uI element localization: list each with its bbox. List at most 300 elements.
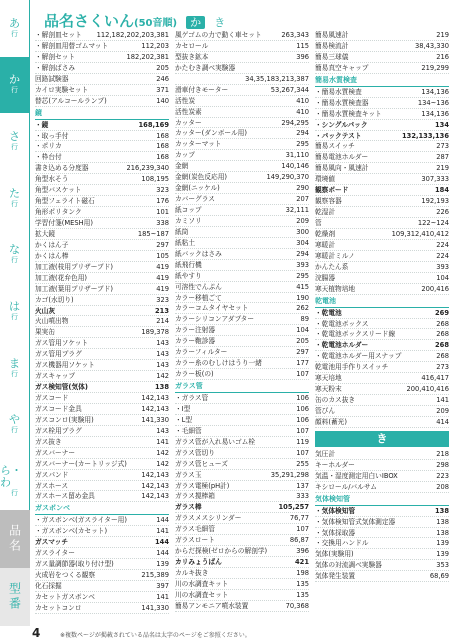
index-entry[interactable] xyxy=(35,74,169,85)
entry-name: ・乾電池ボックスリード線 xyxy=(315,330,396,339)
entry-name: 書き込める分度器 xyxy=(35,164,89,173)
index-entry[interactable] xyxy=(35,273,169,284)
index-entry[interactable] xyxy=(175,481,309,492)
entry-name: 簡易真空キャップ xyxy=(315,63,369,72)
entry-pages: 142,143 xyxy=(141,492,169,501)
index-entry[interactable] xyxy=(35,52,169,63)
entry-pages: 323 xyxy=(156,295,169,304)
entry-pages: 207 xyxy=(296,195,309,204)
entry-pages: 38,43,330 xyxy=(414,41,449,50)
entry-pages: 415 xyxy=(296,282,309,291)
index-entry[interactable] xyxy=(35,207,169,218)
index-entry[interactable] xyxy=(315,240,449,251)
index-entry[interactable] xyxy=(35,426,169,437)
entry-pages: 214 xyxy=(156,317,169,326)
entry-name: カラー移植ごて xyxy=(175,293,222,302)
index-entry[interactable] xyxy=(35,218,169,229)
index-entry[interactable] xyxy=(175,369,309,380)
entry-name: ガラスロート xyxy=(175,536,215,545)
index-entry[interactable] xyxy=(35,448,169,459)
entry-pages: 209 xyxy=(436,407,449,415)
index-entry[interactable] xyxy=(175,63,309,74)
index-entry[interactable] xyxy=(35,393,169,404)
index-entry[interactable] xyxy=(175,336,309,347)
entry-pages: 142,143 xyxy=(141,470,169,479)
index-entry[interactable] xyxy=(35,306,169,317)
index-entry[interactable] xyxy=(35,284,169,295)
index-entry[interactable] xyxy=(175,52,309,63)
entry-pages: 246 xyxy=(156,74,169,83)
entry-name: ・ガスボンベ(ガスライター用) xyxy=(35,516,127,525)
index-entry[interactable] xyxy=(35,360,169,371)
entry-pages: 297 xyxy=(156,240,169,249)
entry-pages: 139 xyxy=(436,539,449,548)
index-entry[interactable] xyxy=(35,141,169,152)
index-entry[interactable] xyxy=(175,347,309,358)
index-entry[interactable] xyxy=(175,41,309,52)
entry-name: 替芯(アルコールランプ) xyxy=(35,96,107,105)
index-entry[interactable] xyxy=(315,417,449,428)
tab-7[interactable] xyxy=(0,397,30,454)
entry-name: 回路試験器 xyxy=(35,74,69,83)
entry-pages: 108,195 xyxy=(141,175,169,184)
index-entry[interactable] xyxy=(175,437,309,448)
index-entry[interactable] xyxy=(175,205,309,216)
index-group-header: 鏡 xyxy=(35,107,169,120)
entry-pages: 263,343 xyxy=(281,31,309,39)
index-entry[interactable] xyxy=(175,216,309,227)
index-entry[interactable] xyxy=(35,120,169,131)
index-entry[interactable] xyxy=(175,524,309,535)
index-entry[interactable] xyxy=(315,229,449,240)
index-entry[interactable] xyxy=(35,581,169,592)
entry-name: 可溶性でんぷん xyxy=(175,282,222,291)
index-entry[interactable] xyxy=(315,560,449,571)
index-entry[interactable] xyxy=(35,491,169,502)
index-group-header: 簡易水質検査 xyxy=(315,74,449,87)
index-entry[interactable] xyxy=(315,284,449,295)
entry-name: 加工液(葉用プリザーブド) xyxy=(35,284,114,293)
index-entry[interactable] xyxy=(315,262,449,273)
entry-name: ガラス電極(pH計) xyxy=(175,481,230,490)
page-title: 品名さくいん xyxy=(44,12,135,30)
index-entry[interactable] xyxy=(315,571,449,582)
index-entry[interactable] xyxy=(315,207,449,218)
index-entry[interactable] xyxy=(175,404,309,415)
entry-pages: 144 xyxy=(155,538,169,547)
entry-name: 紙バックはさみ xyxy=(175,249,222,258)
entry-name: 環境値 xyxy=(315,175,336,184)
entry-pages: 142 xyxy=(156,459,169,468)
tab-hinmei[interactable] xyxy=(0,510,30,568)
index-entry[interactable] xyxy=(35,371,169,382)
index-entry[interactable] xyxy=(35,131,169,142)
entry-pages: 198 xyxy=(296,569,309,577)
index-entry[interactable] xyxy=(315,395,449,406)
entry-name: カップ xyxy=(175,151,195,160)
tab-gyo: 行 xyxy=(11,426,18,435)
index-entry[interactable] xyxy=(175,513,309,524)
index-entry[interactable] xyxy=(175,282,309,293)
entry-pages: 189,378 xyxy=(141,328,169,337)
entry-pages: 185~187 xyxy=(137,229,169,238)
entry-pages: 205 xyxy=(296,337,309,346)
entry-name: 気体(実験用) xyxy=(315,550,354,559)
index-entry[interactable] xyxy=(315,30,449,41)
entry-name: ・交換用ハンドル xyxy=(315,539,369,548)
entry-name: かたむき調べ実験器 xyxy=(175,63,236,72)
index-entry[interactable] xyxy=(315,549,449,560)
index-entry[interactable] xyxy=(315,87,449,98)
index-entry[interactable] xyxy=(315,131,449,142)
index-entry[interactable] xyxy=(175,303,309,314)
index-entry[interactable] xyxy=(35,415,169,426)
index-entry[interactable] xyxy=(35,592,169,603)
entry-pages: 393 xyxy=(296,260,309,269)
entry-pages: 218 xyxy=(436,449,449,458)
index-entry[interactable] xyxy=(315,340,449,351)
entry-name: ガス栓用プラグ xyxy=(35,426,82,435)
entry-name: ・解剖ばさみ xyxy=(35,63,76,72)
index-entry[interactable] xyxy=(175,227,309,238)
index-entry[interactable] xyxy=(175,293,309,304)
tab-kana: ら・わ xyxy=(0,464,22,490)
index-entry[interactable] xyxy=(175,249,309,260)
index-entry[interactable] xyxy=(315,460,449,471)
entry-pages: 307,333 xyxy=(421,175,449,184)
index-entry[interactable] xyxy=(35,459,169,470)
entry-name: ガス機器用ソケット xyxy=(35,361,95,370)
entry-pages: 177 xyxy=(296,359,309,368)
entry-name: 管びん xyxy=(315,407,336,415)
index-entry[interactable] xyxy=(315,406,449,417)
tab-gyo: 行 xyxy=(11,489,18,498)
index-entry[interactable] xyxy=(35,338,169,349)
index-entry[interactable] xyxy=(175,183,309,194)
index-entry[interactable] xyxy=(175,30,309,41)
index-entry[interactable] xyxy=(175,358,309,369)
index-entry[interactable] xyxy=(35,481,169,492)
entry-name: ・解剖皿セット xyxy=(35,31,82,39)
entry-name: カラー糸のむしけはうり一緒 xyxy=(175,359,262,368)
index-entry[interactable] xyxy=(175,96,309,107)
index-entry[interactable] xyxy=(315,528,449,539)
entry-name: 火山灰 xyxy=(35,306,56,315)
entry-pages: 109,312,410,412 xyxy=(391,229,449,238)
index-entry[interactable] xyxy=(35,316,169,327)
index-entry[interactable] xyxy=(175,426,309,437)
entry-name: ・乾電池 xyxy=(315,308,342,317)
index-entry[interactable] xyxy=(315,251,449,262)
index-entry[interactable] xyxy=(175,448,309,459)
entry-pages: 119 xyxy=(296,437,309,446)
entry-name: 寒暖計ミルノ xyxy=(315,251,355,260)
index-entry[interactable] xyxy=(35,603,169,614)
entry-pages: 304 xyxy=(296,238,309,247)
index-entry[interactable] xyxy=(315,471,449,482)
index-entry[interactable] xyxy=(175,470,309,481)
index-entry[interactable] xyxy=(315,373,449,384)
entry-pages: 144 xyxy=(156,516,169,525)
entry-pages: 107 xyxy=(296,426,309,435)
index-entry[interactable] xyxy=(175,579,309,590)
entry-name: 火山噴出物 xyxy=(35,317,69,326)
entry-pages: 200,410,416 xyxy=(406,385,449,394)
tab-0[interactable] xyxy=(0,0,30,57)
index-entry[interactable] xyxy=(35,526,169,537)
entry-name: 気温・湿度測定用白いIBOX xyxy=(315,471,398,480)
entry-name: カルキ抜き xyxy=(175,569,209,577)
index-entry[interactable] xyxy=(315,196,449,207)
index-entry[interactable] xyxy=(175,557,309,568)
index-entry[interactable] xyxy=(35,174,169,185)
tab-gyo: 行 xyxy=(11,143,18,152)
tab-2[interactable] xyxy=(0,113,30,170)
index-entry[interactable] xyxy=(315,273,449,284)
tab-3[interactable] xyxy=(0,170,30,227)
entry-pages: 219 xyxy=(436,164,449,173)
entry-pages: 353 xyxy=(436,561,449,570)
index-group-header: 気体検知管 xyxy=(315,493,449,506)
entry-name: 管 xyxy=(315,219,322,227)
index-entry[interactable] xyxy=(175,502,309,513)
index-entry[interactable] xyxy=(315,185,449,196)
entry-pages: 184 xyxy=(435,186,449,195)
entry-pages: 300 xyxy=(296,227,309,236)
entry-pages: 168 xyxy=(156,153,169,162)
entry-pages: 140,146 xyxy=(281,162,309,171)
entry-name: 金網 xyxy=(175,162,189,171)
index-entry[interactable] xyxy=(35,470,169,481)
entry-pages: 105,257 xyxy=(278,503,309,512)
entry-pages: 141,330 xyxy=(141,415,169,424)
index-entry[interactable] xyxy=(35,327,169,338)
entry-name: ・乾電池ボックス xyxy=(315,319,369,328)
entry-pages: 224 xyxy=(436,240,449,249)
entry-pages: 138 xyxy=(436,528,449,537)
entry-pages: 144 xyxy=(156,549,169,558)
index-column-2 xyxy=(175,30,309,612)
entry-pages: 268 xyxy=(436,319,449,328)
index-entry[interactable] xyxy=(315,152,449,163)
index-entry[interactable] xyxy=(35,559,169,570)
index-entry[interactable] xyxy=(315,174,449,185)
entry-pages: 149,290,370 xyxy=(266,173,309,182)
tab-5[interactable] xyxy=(0,283,30,340)
index-entry[interactable] xyxy=(175,393,309,404)
index-entry[interactable] xyxy=(35,41,169,52)
entry-pages: 333 xyxy=(296,492,309,501)
index-entry[interactable] xyxy=(35,185,169,196)
index-entry[interactable] xyxy=(35,295,169,306)
entry-name: ・簡易水質検査器 xyxy=(315,98,369,107)
index-entry[interactable] xyxy=(175,314,309,325)
entry-pages: 273 xyxy=(436,363,449,372)
entry-name: 浣腸器 xyxy=(315,273,336,282)
tab-hinmei-label: 品名 xyxy=(7,524,22,554)
entry-name: 川の水調査キット xyxy=(175,579,229,588)
index-entry[interactable] xyxy=(315,517,449,528)
entry-name: ガラス棒 xyxy=(175,503,202,512)
page-number: 4 xyxy=(32,626,41,640)
entry-pages: 142,143 xyxy=(141,394,169,402)
entry-name: かんたん系 xyxy=(315,262,349,271)
index-entry[interactable] xyxy=(35,251,169,262)
entry-pages: 106 xyxy=(296,404,309,413)
entry-name: 観察ボード xyxy=(315,186,349,195)
entry-name: カラー注射器 xyxy=(175,326,216,335)
entry-pages: 262 xyxy=(296,304,309,313)
entry-pages: 68,69 xyxy=(429,572,449,581)
index-entry[interactable] xyxy=(175,271,309,282)
index-entry[interactable] xyxy=(175,459,309,470)
entry-pages: 76,77 xyxy=(289,514,309,523)
index-entry[interactable] xyxy=(315,41,449,52)
index-entry[interactable] xyxy=(315,538,449,549)
kana-nav-ka[interactable]: か xyxy=(186,16,205,29)
index-entry[interactable] xyxy=(175,118,309,129)
entry-name: ガスコンロ(実験用) xyxy=(35,415,94,424)
index-entry[interactable] xyxy=(315,308,449,319)
tab-8[interactable] xyxy=(0,453,30,510)
index-entry[interactable] xyxy=(315,141,449,152)
index-entry[interactable] xyxy=(175,601,309,612)
entry-name: 紙飛行機 xyxy=(175,260,202,269)
index-column-3 xyxy=(315,30,449,582)
entry-name: ガラス毛細管 xyxy=(175,525,215,534)
entry-name: ガラス管切り xyxy=(175,448,215,457)
index-entry[interactable] xyxy=(175,194,309,205)
index-entry[interactable] xyxy=(35,404,169,415)
entry-pages: 226 xyxy=(436,208,449,217)
index-entry[interactable] xyxy=(35,96,169,107)
index-entry[interactable] xyxy=(175,161,309,172)
index-entry[interactable] xyxy=(175,325,309,336)
index-entry[interactable] xyxy=(175,415,309,426)
entry-name: キーホルダー xyxy=(315,460,355,469)
tab-kana: ま xyxy=(9,356,20,370)
entry-name: ガスホース xyxy=(35,481,69,490)
entry-name: 型抜き鉱本 xyxy=(175,52,209,61)
index-entry[interactable] xyxy=(35,349,169,360)
index-entry[interactable] xyxy=(35,382,169,393)
index-entry[interactable] xyxy=(35,63,169,74)
index-entry[interactable] xyxy=(35,229,169,240)
index-entry[interactable] xyxy=(35,163,169,174)
entry-name: ガラス管ヒューズ xyxy=(175,459,228,468)
entry-name: ・シングルパック xyxy=(315,120,368,129)
index-entry[interactable] xyxy=(315,362,449,373)
index-entry[interactable] xyxy=(175,568,309,579)
index-entry[interactable] xyxy=(175,238,309,249)
kana-nav-ki[interactable]: き xyxy=(214,16,226,29)
entry-pages: 104 xyxy=(436,273,449,282)
index-entry[interactable] xyxy=(35,196,169,207)
entry-name: 紙粘土 xyxy=(175,238,196,247)
index-entry[interactable] xyxy=(35,515,169,526)
entry-pages: 143 xyxy=(156,361,169,370)
entry-pages: 419 xyxy=(156,273,169,282)
entry-name: 学習付箋(MESH用) xyxy=(35,219,93,227)
entry-pages: 106 xyxy=(296,415,309,424)
entry-pages: 31,110 xyxy=(285,151,309,160)
index-entry[interactable] xyxy=(35,240,169,251)
tab-kana: は xyxy=(9,300,20,314)
index-entry[interactable] xyxy=(175,491,309,502)
entry-name: ・鏡 xyxy=(35,120,49,129)
entry-name: ・乾電池ホルダー xyxy=(315,341,369,350)
index-entry[interactable] xyxy=(315,120,449,131)
entry-pages: 135 xyxy=(296,590,309,599)
tab-1[interactable] xyxy=(0,57,30,114)
entry-pages: 294 xyxy=(296,129,309,138)
entry-pages: 142,143 xyxy=(141,481,169,490)
index-entry[interactable] xyxy=(315,449,449,460)
entry-pages: 419 xyxy=(156,284,169,293)
page-header xyxy=(44,10,454,30)
entry-name: 紙やすり xyxy=(175,271,202,280)
index-entry[interactable] xyxy=(175,590,309,601)
index-entry[interactable] xyxy=(315,52,449,63)
index-entry[interactable] xyxy=(315,351,449,362)
tab-kataban[interactable] xyxy=(0,568,30,626)
index-entry[interactable] xyxy=(315,329,449,340)
entry-pages: 142,143 xyxy=(141,404,169,413)
index-entry[interactable] xyxy=(175,139,309,150)
entry-name: ガスパンド xyxy=(35,470,69,479)
index-entry[interactable] xyxy=(35,30,169,41)
entry-name: ガス量調節器(取り付け型) xyxy=(35,560,114,569)
index-entry[interactable] xyxy=(315,63,449,74)
index-entry[interactable] xyxy=(175,546,309,557)
entry-name: 紙コップ xyxy=(175,206,202,214)
index-entry[interactable] xyxy=(175,260,309,271)
index-entry[interactable] xyxy=(175,172,309,183)
entry-name: 気圧計 xyxy=(315,449,336,458)
index-entry[interactable] xyxy=(175,85,309,96)
index-entry[interactable] xyxy=(175,107,309,118)
index-entry[interactable] xyxy=(175,535,309,546)
entry-name: 気体発生装置 xyxy=(315,572,356,581)
index-entry[interactable] xyxy=(35,262,169,273)
index-entry[interactable] xyxy=(175,128,309,139)
index-entry[interactable] xyxy=(315,482,449,493)
index-entry[interactable] xyxy=(35,548,169,559)
index-entry[interactable] xyxy=(35,537,169,548)
index-entry[interactable] xyxy=(315,384,449,395)
index-entry[interactable] xyxy=(175,74,309,85)
entry-pages: 273 xyxy=(436,142,449,151)
tab-6[interactable] xyxy=(0,340,30,397)
index-entry[interactable] xyxy=(315,109,449,120)
index-entry[interactable] xyxy=(35,152,169,163)
index-entry[interactable] xyxy=(315,506,449,517)
entry-pages: 141 xyxy=(156,592,169,601)
tab-gyo: 行 xyxy=(11,86,18,95)
index-entry[interactable] xyxy=(315,218,449,229)
entry-pages: 132,133,136 xyxy=(402,131,449,140)
index-entry[interactable] xyxy=(175,150,309,161)
index-entry[interactable] xyxy=(35,85,169,96)
index-entry[interactable] xyxy=(35,570,169,581)
index-entry[interactable] xyxy=(35,437,169,448)
index-entry[interactable] xyxy=(315,319,449,330)
index-entry[interactable] xyxy=(315,98,449,109)
index-entry[interactable] xyxy=(315,163,449,174)
entry-name: ガス抜き xyxy=(35,437,62,446)
entry-pages: 223 xyxy=(436,471,449,480)
tab-4[interactable] xyxy=(0,227,30,284)
